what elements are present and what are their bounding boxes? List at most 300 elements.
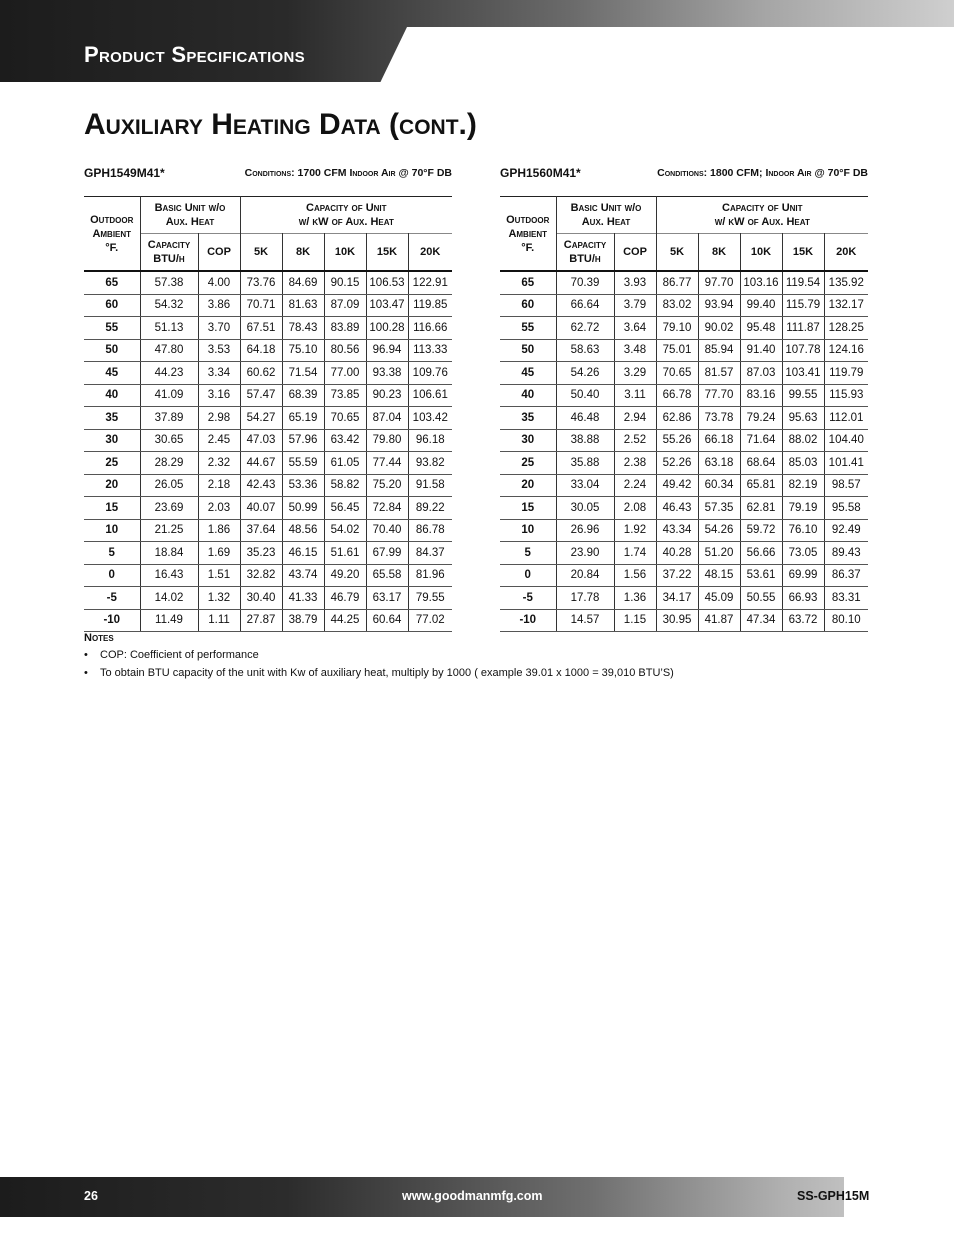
- aux-capacity-cell: 63.72: [782, 609, 824, 632]
- table-row: [500, 317, 868, 340]
- cop-cell: 2.52: [614, 429, 656, 452]
- aux-capacity-cell: 103.47: [366, 294, 408, 317]
- capacity-cell: 66.64: [556, 294, 614, 317]
- basic-unit-header: Basic Unit w/o Aux. Heat: [140, 197, 240, 234]
- aux-capacity-cell: 57.47: [240, 384, 282, 407]
- aux-capacity-cell: 63.42: [324, 429, 366, 452]
- ambient-cell: 25: [84, 452, 140, 475]
- aux-capacity-cell: 77.00: [324, 362, 366, 385]
- aux-capacity-cell: 97.70: [698, 271, 740, 294]
- aux-capacity-cell: 66.18: [698, 429, 740, 452]
- aux-capacity-cell: 99.55: [782, 384, 824, 407]
- aux-capacity-cell: 62.86: [656, 407, 698, 430]
- aux-capacity-cell: 55.59: [282, 452, 324, 475]
- footer-bar: [0, 1177, 954, 1217]
- aux-capacity-cell: 113.33: [408, 339, 452, 362]
- ambient-cell: 25: [500, 452, 556, 475]
- aux-capacity-cell: 119.85: [408, 294, 452, 317]
- aux-capacity-cell: 65.58: [366, 564, 408, 587]
- ambient-cell: 40: [84, 384, 140, 407]
- aux-capacity-cell: 73.05: [782, 542, 824, 565]
- aux-capacity-cell: 75.10: [282, 339, 324, 362]
- capacity-cell: 11.49: [140, 609, 198, 632]
- aux-capacity-cell: 70.40: [366, 519, 408, 542]
- aux-capacity-cell: 67.51: [240, 317, 282, 340]
- capacity-cell: 23.90: [556, 542, 614, 565]
- aux-capacity-cell: 93.82: [408, 452, 452, 475]
- table-row: [500, 564, 868, 587]
- aux-capacity-cell: 90.15: [324, 271, 366, 294]
- section-title: Product Specifications: [84, 42, 305, 67]
- basic-unit-header: Basic Unit w/o Aux. Heat: [556, 197, 656, 234]
- table-row: [500, 609, 868, 632]
- aux-capacity-cell: 44.25: [324, 609, 366, 632]
- aux-capacity-cell: 68.64: [740, 452, 782, 475]
- aux-capacity-cell: 80.10: [824, 609, 868, 632]
- heating-data-table: [500, 196, 868, 632]
- aux-capacity-cell: 85.94: [698, 339, 740, 362]
- ambient-cell: 5: [84, 542, 140, 565]
- aux-capacity-cell: 40.07: [240, 497, 282, 520]
- cop-cell: 4.00: [198, 271, 240, 294]
- aux-capacity-cell: 52.26: [656, 452, 698, 475]
- capacity-cell: 20.84: [556, 564, 614, 587]
- capacity-cell: 62.72: [556, 317, 614, 340]
- cop-cell: 3.93: [614, 271, 656, 294]
- note-item: • COP: Coefficient of performance: [84, 646, 674, 664]
- cop-cell: 2.08: [614, 497, 656, 520]
- aux-capacity-cell: 62.81: [740, 497, 782, 520]
- aux-capacity-cell: 75.20: [366, 474, 408, 497]
- ambient-cell: 0: [84, 564, 140, 587]
- aux-capacity-cell: 116.66: [408, 317, 452, 340]
- aux-capacity-cell: 75.01: [656, 339, 698, 362]
- capacity-cell: 37.89: [140, 407, 198, 430]
- aux-capacity-cell: 135.92: [824, 271, 868, 294]
- table-row: [84, 452, 452, 475]
- aux-capacity-cell: 48.56: [282, 519, 324, 542]
- capacity-cell: 14.02: [140, 587, 198, 610]
- aux-capacity-cell: 45.09: [698, 587, 740, 610]
- heating-data-table: [84, 196, 452, 632]
- aux-capacity-cell: 107.78: [782, 339, 824, 362]
- aux-capacity-cell: 106.53: [366, 271, 408, 294]
- aux-capacity-cell: 76.10: [782, 519, 824, 542]
- capacity-cell: 28.29: [140, 452, 198, 475]
- table-row: [500, 294, 868, 317]
- aux-capacity-cell: 32.82: [240, 564, 282, 587]
- aux-capacity-cell: 77.02: [408, 609, 452, 632]
- table-row: [84, 384, 452, 407]
- aux-capacity-cell: 63.17: [366, 587, 408, 610]
- capacity-cell: 54.26: [556, 362, 614, 385]
- table-row: [84, 542, 452, 565]
- aux-capacity-cell: 79.24: [740, 407, 782, 430]
- table-row: [84, 609, 452, 632]
- capacity-cell: 58.63: [556, 339, 614, 362]
- aux-capacity-cell: 34.17: [656, 587, 698, 610]
- table-row: [84, 339, 452, 362]
- kw-header: 20K: [824, 234, 868, 272]
- table-row: [84, 474, 452, 497]
- kw-header: 5K: [240, 234, 282, 272]
- website-link[interactable]: www.goodmanmfg.com: [402, 1189, 543, 1203]
- aux-capacity-cell: 53.36: [282, 474, 324, 497]
- aux-capacity-cell: 63.18: [698, 452, 740, 475]
- page-number: 26: [84, 1189, 98, 1203]
- cop-cell: 1.32: [198, 587, 240, 610]
- cop-cell: 3.29: [614, 362, 656, 385]
- aux-capacity-cell: 69.99: [782, 564, 824, 587]
- aux-capacity-cell: 27.87: [240, 609, 282, 632]
- aux-capacity-cell: 60.64: [366, 609, 408, 632]
- aux-capacity-cell: 46.43: [656, 497, 698, 520]
- aux-capacity-cell: 37.22: [656, 564, 698, 587]
- capacity-cell: 70.39: [556, 271, 614, 294]
- capacity-cell: 30.05: [556, 497, 614, 520]
- capacity-cell: 33.04: [556, 474, 614, 497]
- kw-header: 15K: [366, 234, 408, 272]
- aux-capacity-cell: 70.71: [240, 294, 282, 317]
- table-row: [84, 497, 452, 520]
- table-row: [500, 497, 868, 520]
- bullet-icon: •: [84, 667, 88, 679]
- aux-capacity-cell: 89.43: [824, 542, 868, 565]
- ambient-cell: 50: [500, 339, 556, 362]
- ambient-cell: 30: [500, 429, 556, 452]
- capacity-cell: 30.65: [140, 429, 198, 452]
- aux-capacity-cell: 65.81: [740, 474, 782, 497]
- capacity-cell: 38.88: [556, 429, 614, 452]
- aux-capacity-cell: 111.87: [782, 317, 824, 340]
- aux-capacity-cell: 84.69: [282, 271, 324, 294]
- cop-cell: 3.79: [614, 294, 656, 317]
- aux-capacity-cell: 43.74: [282, 564, 324, 587]
- table-row: [84, 587, 452, 610]
- document-code: SS-GPH15M: [797, 1189, 870, 1203]
- notes-title: Notes: [84, 632, 114, 644]
- aux-capacity-cell: 86.77: [656, 271, 698, 294]
- aux-capacity-cell: 83.16: [740, 384, 782, 407]
- table-subheader-row: [500, 234, 868, 272]
- conditions-text: Conditions: 1700 CFM Indoor Air @ 70°F DB: [244, 167, 452, 179]
- table-row: [84, 429, 452, 452]
- aux-capacity-cell: 98.57: [824, 474, 868, 497]
- header-bar: [0, 0, 954, 82]
- aux-capacity-cell: 56.45: [324, 497, 366, 520]
- aux-capacity-cell: 60.62: [240, 362, 282, 385]
- table-row: [500, 339, 868, 362]
- aux-capacity-cell: 37.64: [240, 519, 282, 542]
- aux-capacity-cell: 46.79: [324, 587, 366, 610]
- aux-capacity-cell: 83.89: [324, 317, 366, 340]
- ambient-cell: 65: [84, 271, 140, 294]
- aux-capacity-cell: 79.80: [366, 429, 408, 452]
- model-number: GPH1549M41*: [84, 166, 165, 180]
- capacity-cell: 23.69: [140, 497, 198, 520]
- capacity-cell: 50.40: [556, 384, 614, 407]
- aux-capacity-cell: 56.66: [740, 542, 782, 565]
- aux-capacity-cell: 81.57: [698, 362, 740, 385]
- aux-capacity-cell: 73.85: [324, 384, 366, 407]
- aux-capacity-cell: 101.41: [824, 452, 868, 475]
- table-subheader-row: [84, 234, 452, 272]
- capacity-cell: 26.05: [140, 474, 198, 497]
- cop-cell: 2.18: [198, 474, 240, 497]
- aux-capacity-cell: 50.99: [282, 497, 324, 520]
- aux-capacity-cell: 96.94: [366, 339, 408, 362]
- capacity-cell: 51.13: [140, 317, 198, 340]
- cop-cell: 2.24: [614, 474, 656, 497]
- aux-capacity-cell: 77.44: [366, 452, 408, 475]
- aux-capacity-cell: 38.79: [282, 609, 324, 632]
- aux-capacity-cell: 86.78: [408, 519, 452, 542]
- aux-capacity-cell: 85.03: [782, 452, 824, 475]
- capacity-cell: 14.57: [556, 609, 614, 632]
- aux-capacity-cell: 57.35: [698, 497, 740, 520]
- ambient-cell: 55: [500, 317, 556, 340]
- aux-capacity-cell: 55.26: [656, 429, 698, 452]
- ambient-cell: 60: [84, 294, 140, 317]
- notes-section: [84, 632, 674, 682]
- aux-capacity-cell: 100.28: [366, 317, 408, 340]
- aux-capacity-cell: 95.58: [824, 497, 868, 520]
- ambient-cell: 15: [500, 497, 556, 520]
- kw-header: 8K: [698, 234, 740, 272]
- cop-cell: 1.11: [198, 609, 240, 632]
- panel-header: [84, 164, 452, 192]
- aux-capacity-cell: 54.02: [324, 519, 366, 542]
- aux-capacity-cell: 122.91: [408, 271, 452, 294]
- aux-capacity-cell: 41.87: [698, 609, 740, 632]
- aux-capacity-cell: 59.72: [740, 519, 782, 542]
- aux-capacity-cell: 73.76: [240, 271, 282, 294]
- cop-cell: 2.98: [198, 407, 240, 430]
- aux-capacity-cell: 60.34: [698, 474, 740, 497]
- note-item: • To obtain BTU capacity of the unit with Kw of auxiliary heat, multiply by 1000 ( example 39.01 x 1000 = 39,010 BTU’S): [84, 664, 674, 682]
- aux-capacity-cell: 35.23: [240, 542, 282, 565]
- aux-capacity-cell: 81.63: [282, 294, 324, 317]
- ambient-cell: -10: [84, 609, 140, 632]
- capacity-cell: 26.96: [556, 519, 614, 542]
- kw-header: 10K: [324, 234, 366, 272]
- capacity-of-unit-header: Capacity of Unit w/ kW of Aux. Heat: [656, 197, 868, 234]
- aux-capacity-cell: 48.15: [698, 564, 740, 587]
- aux-capacity-cell: 103.42: [408, 407, 452, 430]
- capacity-cell: 18.84: [140, 542, 198, 565]
- aux-capacity-cell: 49.20: [324, 564, 366, 587]
- aux-capacity-cell: 72.84: [366, 497, 408, 520]
- table-row: [84, 362, 452, 385]
- table-row: [500, 474, 868, 497]
- aux-capacity-cell: 109.76: [408, 362, 452, 385]
- aux-capacity-cell: 96.18: [408, 429, 452, 452]
- aux-capacity-cell: 30.40: [240, 587, 282, 610]
- aux-capacity-cell: 90.02: [698, 317, 740, 340]
- capacity-cell: 46.48: [556, 407, 614, 430]
- aux-capacity-cell: 119.54: [782, 271, 824, 294]
- aux-capacity-cell: 54.27: [240, 407, 282, 430]
- conditions-text: Conditions: 1800 CFM; Indoor Air @ 70°F DB: [657, 167, 868, 179]
- cop-cell: 1.15: [614, 609, 656, 632]
- ambient-cell: -5: [500, 587, 556, 610]
- notes-list: [84, 646, 674, 682]
- aux-capacity-cell: 115.93: [824, 384, 868, 407]
- table-row: [500, 407, 868, 430]
- aux-capacity-cell: 78.43: [282, 317, 324, 340]
- cop-cell: 1.36: [614, 587, 656, 610]
- aux-capacity-cell: 46.15: [282, 542, 324, 565]
- ambient-cell: 15: [84, 497, 140, 520]
- cop-header: COP: [614, 234, 656, 272]
- capacity-of-unit-header: Capacity of Unit w/ kW of Aux. Heat: [240, 197, 452, 234]
- ambient-cell: 10: [500, 519, 556, 542]
- aux-capacity-cell: 53.61: [740, 564, 782, 587]
- aux-capacity-cell: 103.41: [782, 362, 824, 385]
- aux-capacity-cell: 71.64: [740, 429, 782, 452]
- aux-capacity-cell: 83.02: [656, 294, 698, 317]
- aux-capacity-cell: 95.48: [740, 317, 782, 340]
- outdoor-ambient-header: Outdoor Ambient °F.: [84, 197, 140, 272]
- cop-cell: 3.64: [614, 317, 656, 340]
- aux-capacity-cell: 30.95: [656, 609, 698, 632]
- cop-cell: 2.45: [198, 429, 240, 452]
- aux-capacity-cell: 81.96: [408, 564, 452, 587]
- capacity-cell: 21.25: [140, 519, 198, 542]
- ambient-cell: -5: [84, 587, 140, 610]
- heating-data-panel: [84, 164, 452, 632]
- ambient-cell: -10: [500, 609, 556, 632]
- cop-cell: 3.34: [198, 362, 240, 385]
- aux-capacity-cell: 80.56: [324, 339, 366, 362]
- aux-capacity-cell: 88.02: [782, 429, 824, 452]
- capacity-cell: 16.43: [140, 564, 198, 587]
- cop-cell: 3.70: [198, 317, 240, 340]
- table-header-row: [500, 197, 868, 234]
- cop-cell: 1.92: [614, 519, 656, 542]
- table-row: [500, 384, 868, 407]
- ambient-cell: 50: [84, 339, 140, 362]
- aux-capacity-cell: 54.26: [698, 519, 740, 542]
- ambient-cell: 10: [84, 519, 140, 542]
- aux-capacity-cell: 66.93: [782, 587, 824, 610]
- table-row: [500, 587, 868, 610]
- table-row: [84, 294, 452, 317]
- aux-capacity-cell: 86.37: [824, 564, 868, 587]
- aux-capacity-cell: 91.58: [408, 474, 452, 497]
- cop-cell: 2.32: [198, 452, 240, 475]
- capacity-header: Capacity BTU/h: [556, 234, 614, 272]
- aux-capacity-cell: 79.55: [408, 587, 452, 610]
- aux-capacity-cell: 77.70: [698, 384, 740, 407]
- aux-capacity-cell: 87.03: [740, 362, 782, 385]
- ambient-cell: 20: [500, 474, 556, 497]
- aux-capacity-cell: 91.40: [740, 339, 782, 362]
- page-title: Auxiliary Heating Data (cont.): [84, 108, 477, 141]
- ambient-cell: 65: [500, 271, 556, 294]
- aux-capacity-cell: 104.40: [824, 429, 868, 452]
- aux-capacity-cell: 66.78: [656, 384, 698, 407]
- aux-capacity-cell: 115.79: [782, 294, 824, 317]
- table-row: [500, 542, 868, 565]
- aux-capacity-cell: 50.55: [740, 587, 782, 610]
- aux-capacity-cell: 68.39: [282, 384, 324, 407]
- table-row: [500, 519, 868, 542]
- aux-capacity-cell: 103.16: [740, 271, 782, 294]
- ambient-cell: 60: [500, 294, 556, 317]
- aux-capacity-cell: 49.42: [656, 474, 698, 497]
- outdoor-ambient-header: Outdoor Ambient °F.: [500, 197, 556, 272]
- aux-capacity-cell: 70.65: [656, 362, 698, 385]
- cop-cell: 1.74: [614, 542, 656, 565]
- aux-capacity-cell: 41.33: [282, 587, 324, 610]
- aux-capacity-cell: 124.16: [824, 339, 868, 362]
- kw-header: 20K: [408, 234, 452, 272]
- cop-cell: 3.11: [614, 384, 656, 407]
- kw-header: 8K: [282, 234, 324, 272]
- ambient-cell: 35: [500, 407, 556, 430]
- table-header-row: [84, 197, 452, 234]
- aux-capacity-cell: 71.54: [282, 362, 324, 385]
- capacity-cell: 41.09: [140, 384, 198, 407]
- ambient-cell: 30: [84, 429, 140, 452]
- capacity-cell: 47.80: [140, 339, 198, 362]
- bullet-icon: •: [84, 649, 88, 661]
- ambient-cell: 35: [84, 407, 140, 430]
- cop-header: COP: [198, 234, 240, 272]
- aux-capacity-cell: 112.01: [824, 407, 868, 430]
- cop-cell: 1.69: [198, 542, 240, 565]
- ambient-cell: 5: [500, 542, 556, 565]
- cop-cell: 1.86: [198, 519, 240, 542]
- cop-cell: 2.03: [198, 497, 240, 520]
- aux-capacity-cell: 47.34: [740, 609, 782, 632]
- capacity-cell: 17.78: [556, 587, 614, 610]
- aux-capacity-cell: 58.82: [324, 474, 366, 497]
- aux-capacity-cell: 99.40: [740, 294, 782, 317]
- aux-capacity-cell: 87.04: [366, 407, 408, 430]
- aux-capacity-cell: 87.09: [324, 294, 366, 317]
- table-row: [500, 271, 868, 294]
- cop-cell: 3.48: [614, 339, 656, 362]
- aux-capacity-cell: 92.49: [824, 519, 868, 542]
- table-row: [84, 407, 452, 430]
- aux-capacity-cell: 73.78: [698, 407, 740, 430]
- cop-cell: 1.51: [198, 564, 240, 587]
- table-row: [84, 317, 452, 340]
- table-row: [84, 519, 452, 542]
- aux-capacity-cell: 67.99: [366, 542, 408, 565]
- aux-capacity-cell: 95.63: [782, 407, 824, 430]
- table-row: [84, 271, 452, 294]
- ambient-cell: 40: [500, 384, 556, 407]
- ambient-cell: 45: [500, 362, 556, 385]
- aux-capacity-cell: 83.31: [824, 587, 868, 610]
- aux-capacity-cell: 93.38: [366, 362, 408, 385]
- cop-cell: 2.38: [614, 452, 656, 475]
- aux-capacity-cell: 40.28: [656, 542, 698, 565]
- aux-capacity-cell: 61.05: [324, 452, 366, 475]
- aux-capacity-cell: 84.37: [408, 542, 452, 565]
- panel-header: [500, 164, 868, 192]
- capacity-cell: 54.32: [140, 294, 198, 317]
- capacity-header: Capacity BTU/h: [140, 234, 198, 272]
- cop-cell: 3.86: [198, 294, 240, 317]
- table-row: [84, 564, 452, 587]
- aux-capacity-cell: 51.20: [698, 542, 740, 565]
- aux-capacity-cell: 44.67: [240, 452, 282, 475]
- aux-capacity-cell: 42.43: [240, 474, 282, 497]
